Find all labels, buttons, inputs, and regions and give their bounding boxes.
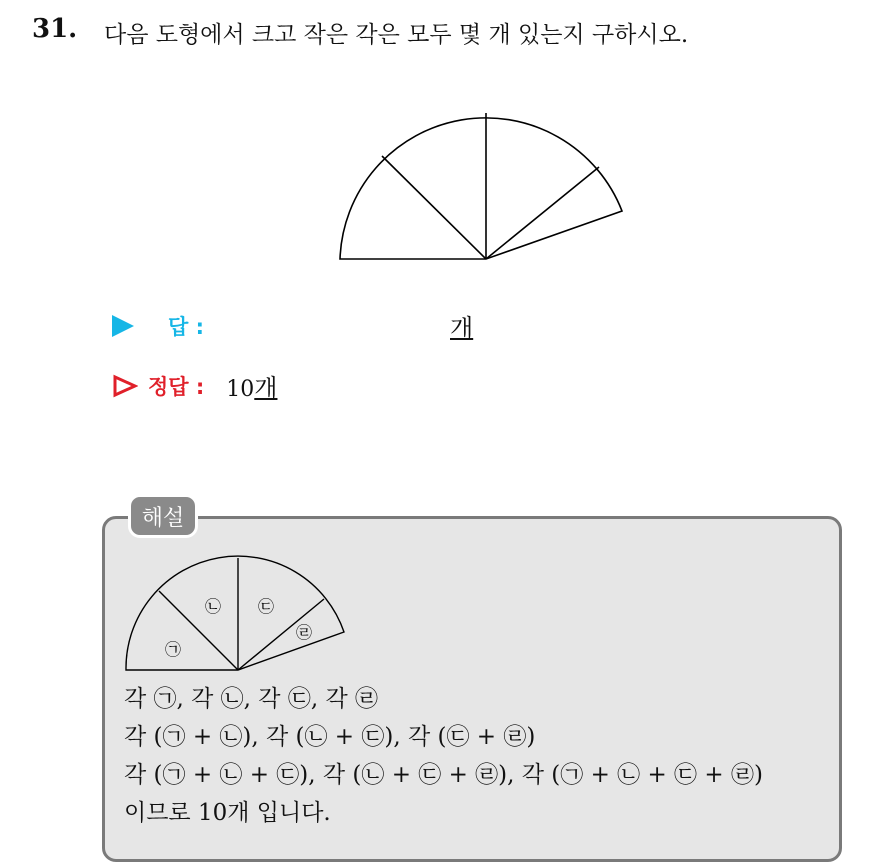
- explanation-line-3: 각 (㉠ + ㉡ + ㉢), 각 (㉡ + ㉢ + ㉣), 각 (㉠ + ㉡ + ㉢ + ㉣): [124, 762, 763, 788]
- fan-ray-3: [486, 167, 599, 259]
- correct-answer-row: [112, 368, 277, 403]
- correct-label: 정답 :: [148, 374, 205, 399]
- explanation-line-4: 이므로 10개 입니다.: [124, 800, 331, 826]
- answer-unit: 개: [450, 314, 474, 342]
- fan-outline: [340, 118, 622, 259]
- correct-value-wrap: [226, 368, 277, 403]
- angle-label-2: ㉡: [204, 597, 222, 616]
- question-number: 31.: [32, 14, 78, 44]
- answer-row: [112, 308, 204, 344]
- explanation-fan-figure: [122, 552, 352, 677]
- correct-arrow-icon: [112, 374, 138, 398]
- answer-arrow-icon: [112, 315, 134, 337]
- angle-label-4: ㉣: [295, 623, 313, 642]
- angle-label-3: ㉢: [257, 597, 275, 616]
- answer-label: 답 :: [168, 315, 204, 339]
- angle-label-1: ㉠: [164, 640, 182, 659]
- explanation-line-2: 각 (㉠ + ㉡), 각 (㉡ + ㉢), 각 (㉢ + ㉣): [124, 724, 536, 750]
- explanation-line-1: 각 ㉠, 각 ㉡, 각 ㉢, 각 ㉣: [124, 686, 378, 712]
- exp-fan-outline: [126, 556, 344, 670]
- question-text: 다음 도형에서 크고 작은 각은 모두 몇 개 있는지 구하시오.: [104, 22, 689, 48]
- fan-ray-1: [382, 156, 486, 259]
- explanation-tag: 해설: [128, 494, 198, 538]
- correct-unit: 개: [254, 374, 278, 402]
- fan-figure: [320, 100, 640, 270]
- explanation-text: [124, 680, 763, 832]
- correct-value: 10: [226, 377, 255, 402]
